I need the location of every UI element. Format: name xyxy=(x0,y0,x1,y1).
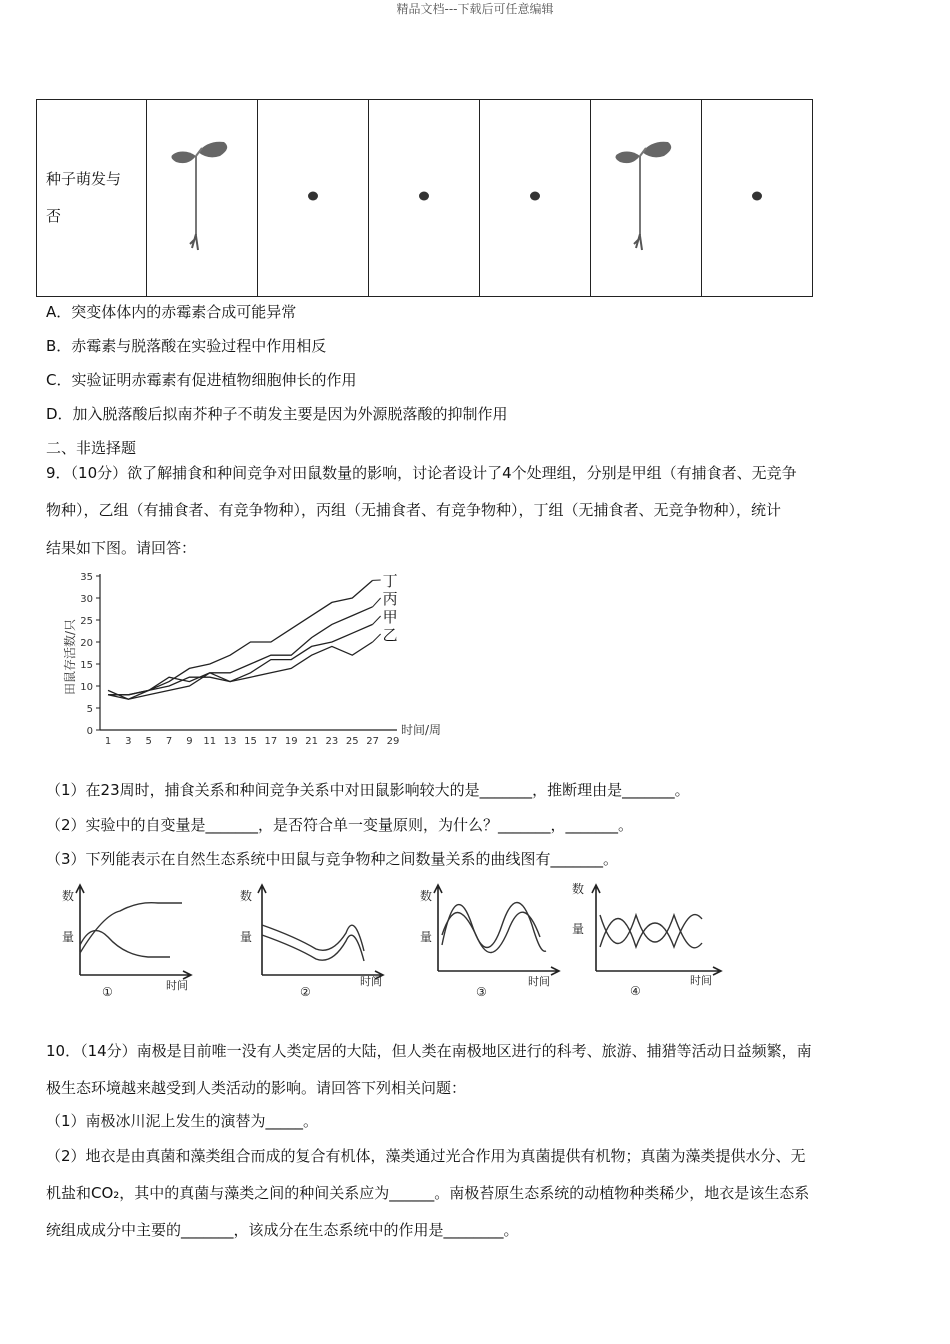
page-header: 精品文档---下载后可任意编辑 xyxy=(396,2,554,16)
q10-sub-2c: 统组成成分中主要的_______，该成分在生态系统中的作用是________。 xyxy=(46,1221,519,1239)
seed-cell xyxy=(480,100,591,297)
curve-y-label-1: 数 xyxy=(420,889,433,903)
series-leader-4 xyxy=(373,634,381,642)
curve-y-label-2: 量 xyxy=(240,930,253,944)
x-tick-label: 23 xyxy=(325,736,339,746)
curve-figure-4 xyxy=(570,875,730,1000)
seed-dot-icon xyxy=(414,186,434,206)
q9-line-2: 物种），乙组（有捕食者、有竞争物种），丙组（无捕食者、有竞争物种），丁组（无捕食者、无竞争物种），统计 xyxy=(46,501,782,519)
option-d: D．加入脱落酸后拟南芥种子不萌发主要是因为外源脱落酸的抑制作用 xyxy=(46,405,508,423)
seed-dot-icon xyxy=(303,186,323,206)
curve-x-label: 时间 xyxy=(528,975,550,988)
curve-y-label-2: 量 xyxy=(62,930,75,944)
q9-line-1: 9．（10分）欲了解捕食和种间竞争对田鼠数量的影响，讨论者设计了4个处理组，分别是甲组（有捕食者、无竞争 xyxy=(46,464,797,482)
seedling-icon xyxy=(152,126,252,266)
seed-cell xyxy=(258,100,369,297)
x-tick-label: 11 xyxy=(203,736,217,746)
curve-x-label: 时间 xyxy=(166,979,188,992)
germination-table xyxy=(36,99,813,297)
seed-cell xyxy=(702,100,813,297)
vole-survival-chart xyxy=(58,566,458,746)
q10-line-1: 10．（14分）南极是目前唯一没有人类定居的大陆，但人类在南极地区进行的科考、旅游、捕猎等活动日益频繁，南 xyxy=(46,1042,812,1060)
option-b: B．赤霉素与脱落酸在实验过程中作用相反 xyxy=(46,337,327,355)
option-a: A．突变体体内的赤霉素合成可能异常 xyxy=(46,303,297,321)
x-tick-label: 29 xyxy=(386,736,400,746)
q9-sub-3: （3）下列能表示在自然生态系统中田鼠与竞争物种之间数量关系的曲线图有_______。 xyxy=(46,850,619,868)
y-tick-label: 20 xyxy=(80,638,93,649)
row-label-line-2: 否 xyxy=(46,207,62,225)
seedling-cell xyxy=(591,100,702,297)
curve-figure-2 xyxy=(236,875,386,1000)
x-tick-label: 1 xyxy=(104,736,112,746)
series-line-2 xyxy=(108,607,373,699)
section-title: 二、非选择题 xyxy=(46,439,137,457)
y-tick-label: 15 xyxy=(80,660,93,671)
curve-number: ③ xyxy=(476,985,487,999)
option-c: C．实验证明赤霉素有促进植物细胞伸长的作用 xyxy=(46,371,357,389)
x-tick-label: 9 xyxy=(186,736,193,746)
curve-figure-1 xyxy=(58,875,198,1000)
curve-number: ① xyxy=(102,985,113,999)
x-tick-label: 25 xyxy=(345,736,359,746)
x-tick-label: 3 xyxy=(125,736,132,746)
x-tick-label: 15 xyxy=(244,736,257,746)
x-tick-label: 13 xyxy=(223,736,237,746)
seed-dot-icon xyxy=(525,186,545,206)
q10-sub-1: （1）南极冰川泥上发生的演替为_____。 xyxy=(46,1112,319,1130)
curve-y-label-2: 量 xyxy=(420,930,433,944)
y-tick-label: 30 xyxy=(80,594,93,605)
series-label-3: 甲 xyxy=(382,608,398,626)
curve-y-label-1: 数 xyxy=(572,882,585,896)
y-tick-label: 35 xyxy=(80,572,93,583)
series-label-2: 丙 xyxy=(382,590,398,608)
curve-y-label-1: 数 xyxy=(62,889,75,903)
seed-dot-icon xyxy=(747,186,767,206)
x-tick-label: 21 xyxy=(305,736,318,746)
series-leader-2 xyxy=(373,598,381,607)
row-label-line-1: 种子萌发与 xyxy=(46,170,122,188)
x-tick-label: 5 xyxy=(145,736,152,746)
series-label-4: 乙 xyxy=(382,626,398,644)
curve-number: ② xyxy=(300,985,311,999)
x-tick-label: 17 xyxy=(264,736,278,746)
q9-line-3: 结果如下图。请回答： xyxy=(46,539,197,557)
curve-number: ④ xyxy=(630,984,641,998)
y-tick-label: 25 xyxy=(80,616,93,627)
q9-sub-1: （1）在23周时，捕食关系和种间竞争关系中对田鼠影响较大的是_______，推断理由是_______。 xyxy=(46,781,690,799)
seedling-cell xyxy=(147,100,258,297)
curve-y-label-2: 量 xyxy=(572,922,585,936)
q10-sub-2b: 机盐和CO₂，其中的真菌与藻类之间的种间关系应为______。南极苔原生态系统的动植物种类稀少，地衣是该生态系 xyxy=(46,1184,810,1202)
q10-sub-2a: （2）地衣是由真菌和藻类组合而成的复合有机体，藻类通过光合作用为真菌提供有机物；真菌为藻类提供水分、无 xyxy=(46,1147,806,1165)
y-axis-label: 田鼠存活数/只 xyxy=(63,618,77,696)
curve-x-label: 时间 xyxy=(360,975,382,988)
y-tick-label: 5 xyxy=(86,704,93,715)
curve-figure-3 xyxy=(416,875,566,1000)
y-tick-label: 10 xyxy=(80,682,93,693)
seedling-icon xyxy=(596,126,696,266)
q10-line-2: 极生态环境越来越受到人类活动的影响。请回答下列相关问题： xyxy=(46,1079,467,1097)
row-label xyxy=(37,100,147,297)
x-tick-label: 27 xyxy=(366,736,380,746)
series-line-3 xyxy=(108,624,373,694)
x-axis-label: 时间/周 xyxy=(401,723,442,737)
series-leader-3 xyxy=(373,616,381,624)
curve-y-label-1: 数 xyxy=(240,889,253,903)
q9-sub-2: （2）实验中的自变量是_______，是否符合单一变量原则，为什么？_______，_______。 xyxy=(46,816,634,834)
x-tick-label: 19 xyxy=(284,736,298,746)
series-label-1: 丁 xyxy=(382,572,398,590)
y-tick-label: 0 xyxy=(86,726,93,737)
curve-x-label: 时间 xyxy=(690,974,712,987)
seed-cell xyxy=(369,100,480,297)
x-tick-label: 7 xyxy=(165,736,173,746)
